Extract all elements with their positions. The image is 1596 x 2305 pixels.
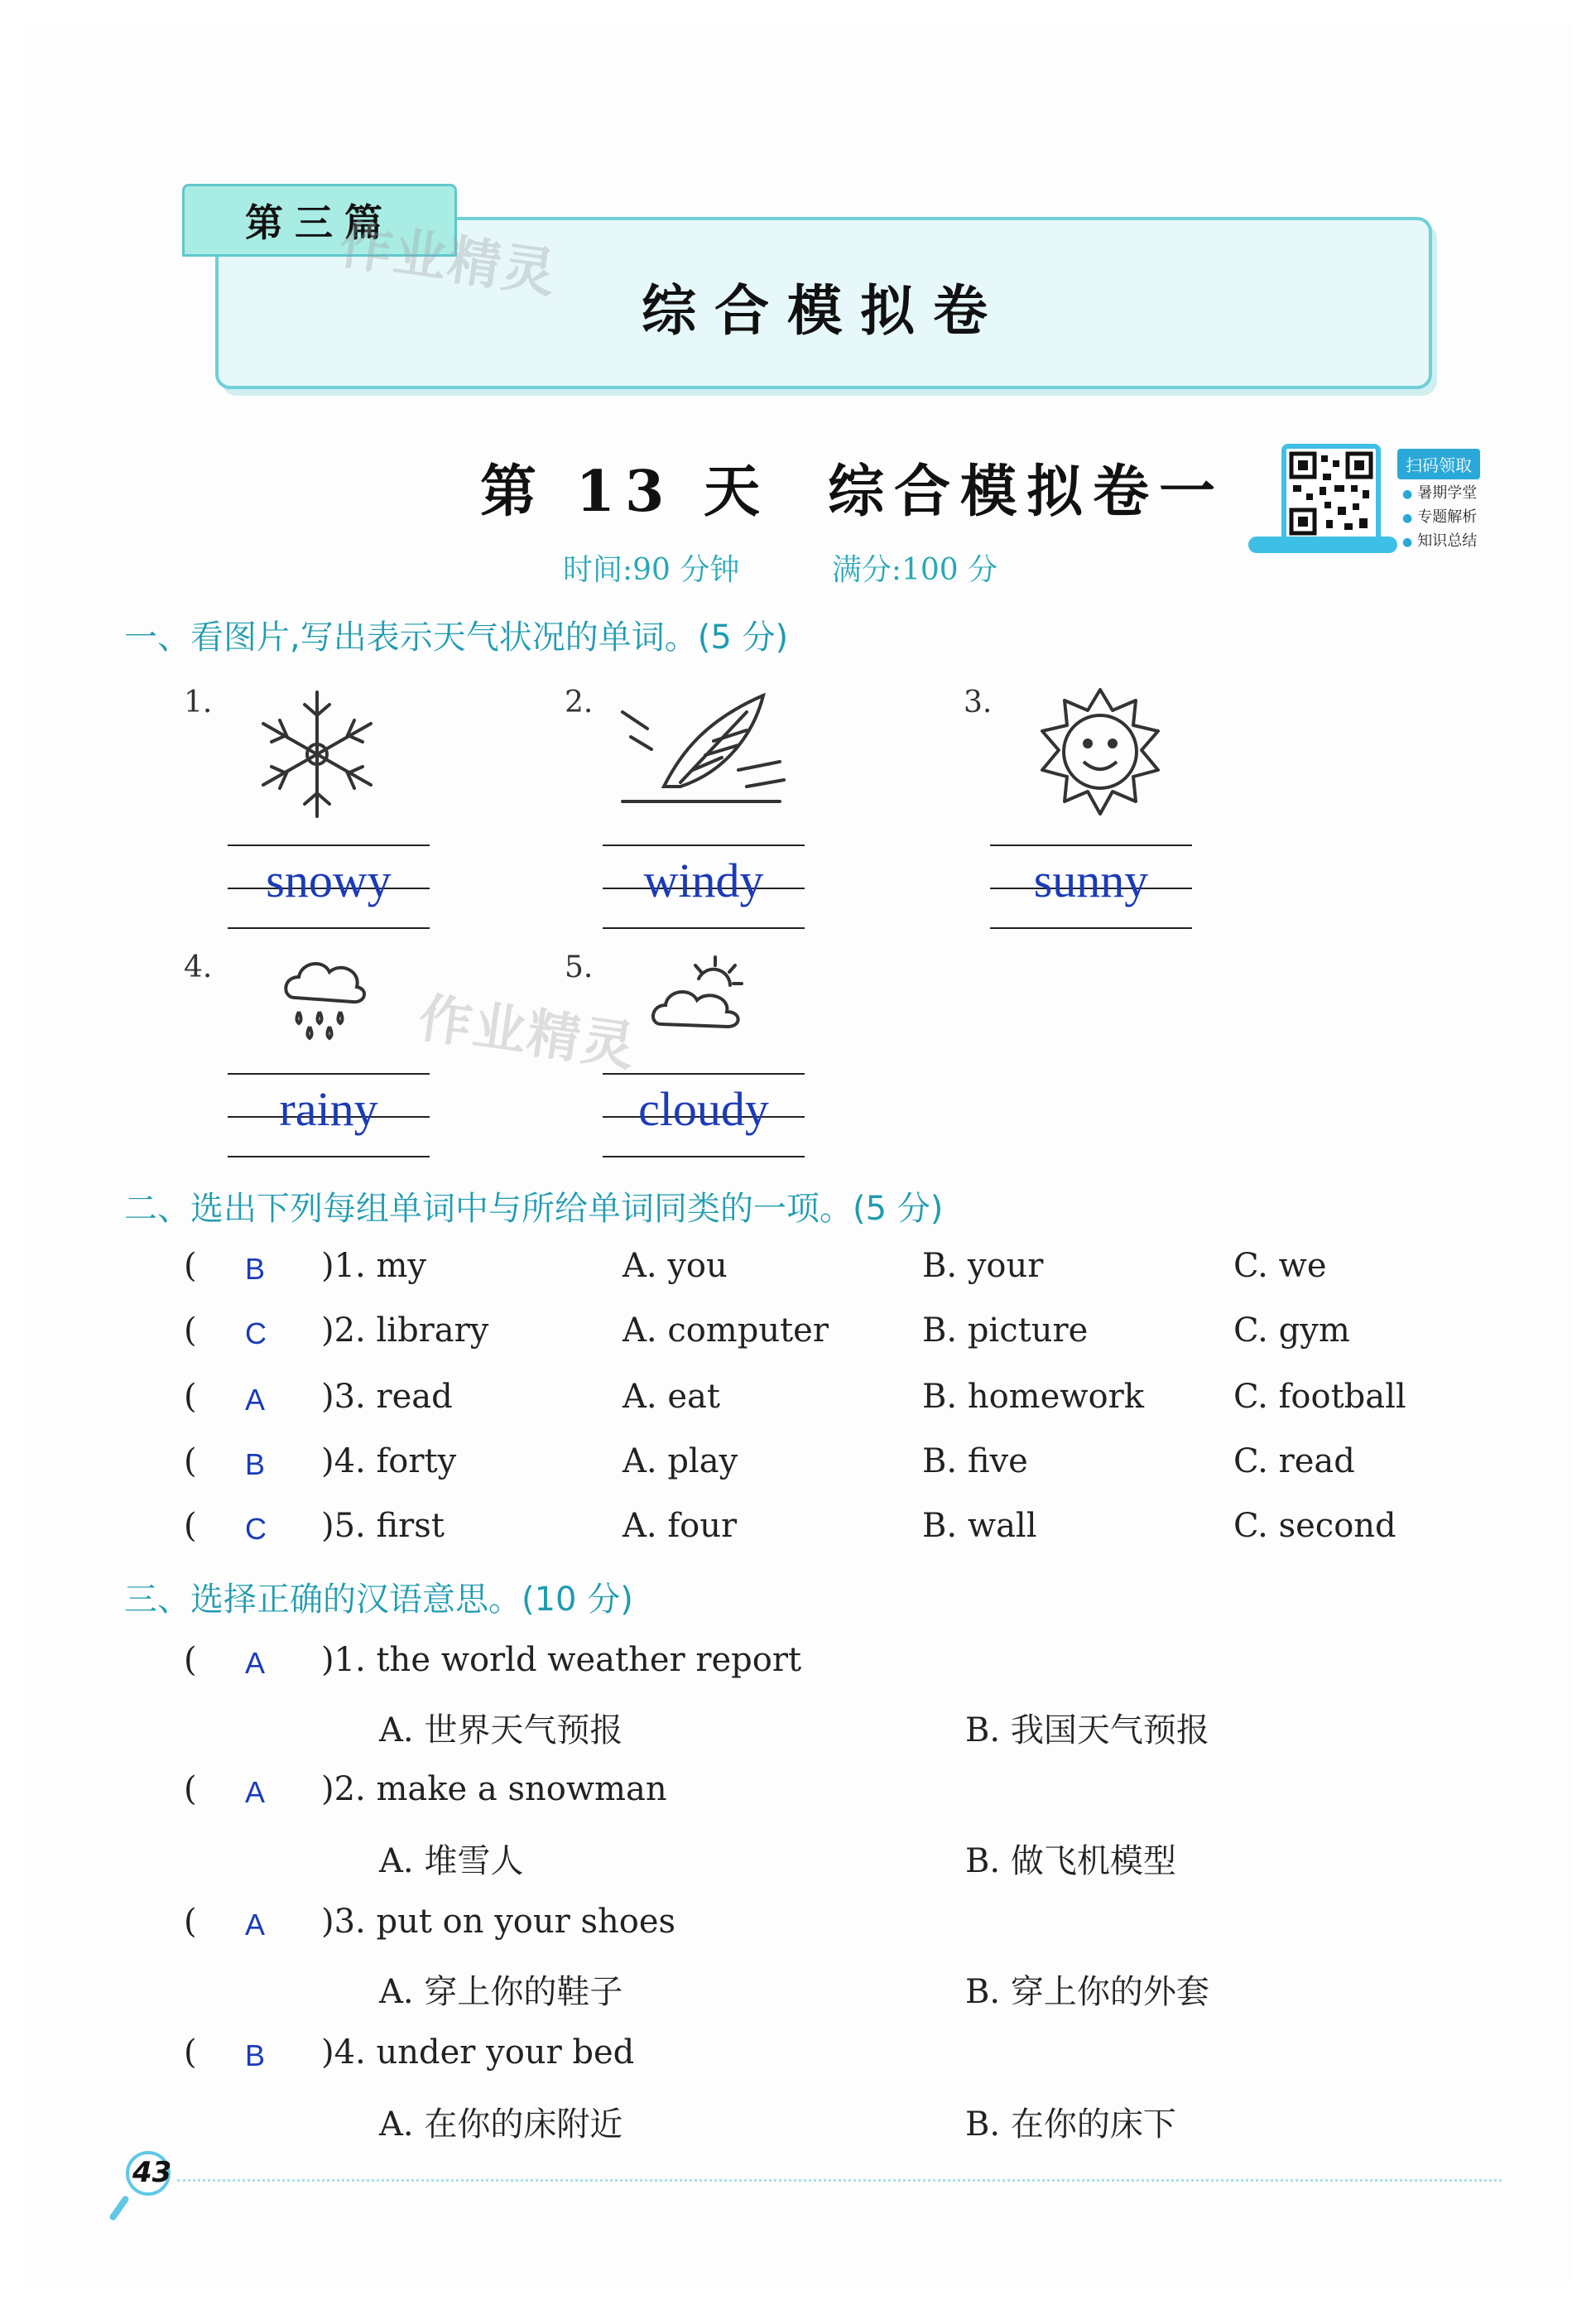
question-word: )4. forty bbox=[321, 1442, 457, 1480]
answer-lines bbox=[603, 845, 805, 936]
qr-code-icon[interactable] bbox=[1281, 444, 1381, 543]
paren: ( bbox=[184, 1311, 197, 1350]
watermark: 作业精灵 bbox=[415, 987, 641, 1079]
handwritten-answer: sunny bbox=[1033, 854, 1149, 907]
question-row bbox=[0, 1770, 1596, 1820]
answer-letter: B bbox=[245, 2038, 266, 2072]
answer-lines bbox=[228, 845, 430, 936]
rain-cloud-icon bbox=[278, 952, 369, 1043]
day-number: 第 13 天 bbox=[480, 459, 770, 525]
option-c: C. football bbox=[1233, 1378, 1406, 1416]
qr-item: ● 暑期学堂 bbox=[1402, 482, 1477, 506]
qr-item: ● 知识总结 bbox=[1402, 530, 1477, 554]
paren: ( bbox=[184, 1770, 197, 1808]
paren: ( bbox=[184, 1507, 197, 1545]
option-a: A. 穿上你的鞋子 bbox=[379, 1973, 623, 2011]
option-b: B. your bbox=[922, 1247, 1044, 1285]
handwritten-answer: snowy bbox=[266, 854, 392, 907]
windy-tree-icon bbox=[614, 679, 796, 811]
answer-letter: B bbox=[245, 1447, 266, 1481]
paren: ( bbox=[184, 1641, 197, 1679]
paren: ( bbox=[184, 1247, 197, 1285]
question-row bbox=[0, 1311, 1596, 1361]
handwritten-answer: windy bbox=[643, 854, 764, 907]
banner-title: 综合模拟卷 bbox=[642, 279, 1006, 343]
question-row bbox=[0, 1378, 1596, 1427]
question-row bbox=[0, 1641, 1596, 1691]
qr-item: ● 专题解析 bbox=[1402, 506, 1477, 530]
item-number: 3. bbox=[964, 686, 993, 719]
question-phrase: )3. put on your shoes bbox=[321, 1903, 676, 1941]
question-word: )1. my bbox=[321, 1247, 427, 1285]
option-a: A. computer bbox=[623, 1311, 829, 1350]
option-c: C. second bbox=[1233, 1507, 1396, 1545]
paren: ( bbox=[184, 1903, 197, 1941]
question-row bbox=[0, 1247, 1596, 1297]
answer-lines bbox=[990, 845, 1192, 936]
option-b: B. 我国天气预报 bbox=[965, 1711, 1209, 1749]
answer-letter: A bbox=[245, 1383, 266, 1417]
answer-lines bbox=[228, 1073, 430, 1164]
paren: ( bbox=[184, 1378, 197, 1416]
qr-stand bbox=[1248, 537, 1397, 553]
handwritten-answer: cloudy bbox=[638, 1082, 769, 1136]
section2-heading: 二、选出下列每组单词中与所给单词同类的一项。(5 分) bbox=[124, 1190, 944, 1228]
option-b: B. wall bbox=[922, 1507, 1037, 1545]
option-b: B. homework bbox=[922, 1378, 1144, 1416]
time-limit: 时间:90 分钟 bbox=[563, 553, 740, 587]
option-b: B. 做飞机模型 bbox=[965, 1842, 1176, 1880]
cloud-sun-icon bbox=[649, 954, 757, 1037]
option-a: A. 在你的床附近 bbox=[379, 2105, 623, 2144]
section-tab: 第三篇 bbox=[182, 184, 457, 257]
question-word: )5. first bbox=[321, 1507, 445, 1545]
option-c: C. we bbox=[1233, 1247, 1327, 1285]
answer-letter: A bbox=[245, 1775, 266, 1809]
answer-letter: A bbox=[245, 1908, 266, 1942]
option-c: C. gym bbox=[1233, 1311, 1350, 1350]
question-row bbox=[0, 1903, 1596, 1952]
section3-heading: 三、选择正确的汉语意思。(10 分) bbox=[124, 1581, 633, 1619]
answer-letter: C bbox=[245, 1512, 267, 1546]
answer-letter: A bbox=[245, 1646, 266, 1680]
day-title bbox=[480, 447, 1225, 527]
option-a: A. play bbox=[623, 1442, 738, 1480]
option-c: C. read bbox=[1233, 1442, 1355, 1480]
exam-meta bbox=[563, 546, 1080, 589]
question-word: )3. read bbox=[321, 1378, 453, 1416]
question-row bbox=[0, 1442, 1596, 1492]
option-a: A. four bbox=[623, 1507, 738, 1545]
question-row bbox=[0, 1507, 1596, 1557]
question-phrase: )4. under your bed bbox=[321, 2033, 635, 2072]
answer-letter: C bbox=[245, 1316, 267, 1350]
option-b: B. picture bbox=[922, 1311, 1089, 1350]
paren: ( bbox=[184, 1442, 197, 1480]
question-word: )2. library bbox=[321, 1311, 489, 1350]
item-number: 4. bbox=[184, 950, 213, 984]
watermark: 作业精灵 bbox=[335, 214, 561, 306]
question-phrase: )1. the world weather report bbox=[321, 1641, 802, 1679]
paren: ( bbox=[184, 2033, 197, 2072]
snowflake-icon bbox=[247, 684, 387, 825]
full-score: 满分:100 分 bbox=[831, 553, 998, 587]
qr-pattern-icon bbox=[1286, 449, 1376, 538]
option-a: A. you bbox=[623, 1247, 728, 1285]
item-number: 2. bbox=[565, 686, 594, 719]
section1-heading: 一、看图片,写出表示天气状况的单词。(5 分) bbox=[124, 618, 789, 657]
qr-benefits bbox=[1402, 482, 1477, 554]
question-row bbox=[0, 2033, 1596, 2083]
question-phrase: )2. make a snowman bbox=[321, 1770, 667, 1808]
handwritten-answer: rainy bbox=[279, 1082, 378, 1136]
option-b: B. five bbox=[922, 1442, 1028, 1480]
option-a: A. eat bbox=[623, 1378, 720, 1416]
option-b: B. 在你的床下 bbox=[965, 2105, 1176, 2144]
exam-name: 综合模拟卷一 bbox=[827, 459, 1225, 525]
item-number: 5. bbox=[565, 950, 594, 984]
answer-letter: B bbox=[245, 1252, 266, 1286]
footer-divider bbox=[177, 2179, 1502, 2182]
item-number: 1. bbox=[184, 686, 213, 719]
answer-lines bbox=[603, 1073, 805, 1164]
option-b: B. 穿上你的外套 bbox=[965, 1973, 1209, 2011]
option-a: A. 堆雪人 bbox=[379, 1842, 524, 1880]
qr-badge[interactable]: 扫码领取 bbox=[1397, 449, 1480, 479]
page-number: 43 bbox=[132, 2156, 172, 2189]
option-a: A. 世界天气预报 bbox=[379, 1711, 623, 1749]
sun-icon bbox=[1030, 686, 1171, 826]
